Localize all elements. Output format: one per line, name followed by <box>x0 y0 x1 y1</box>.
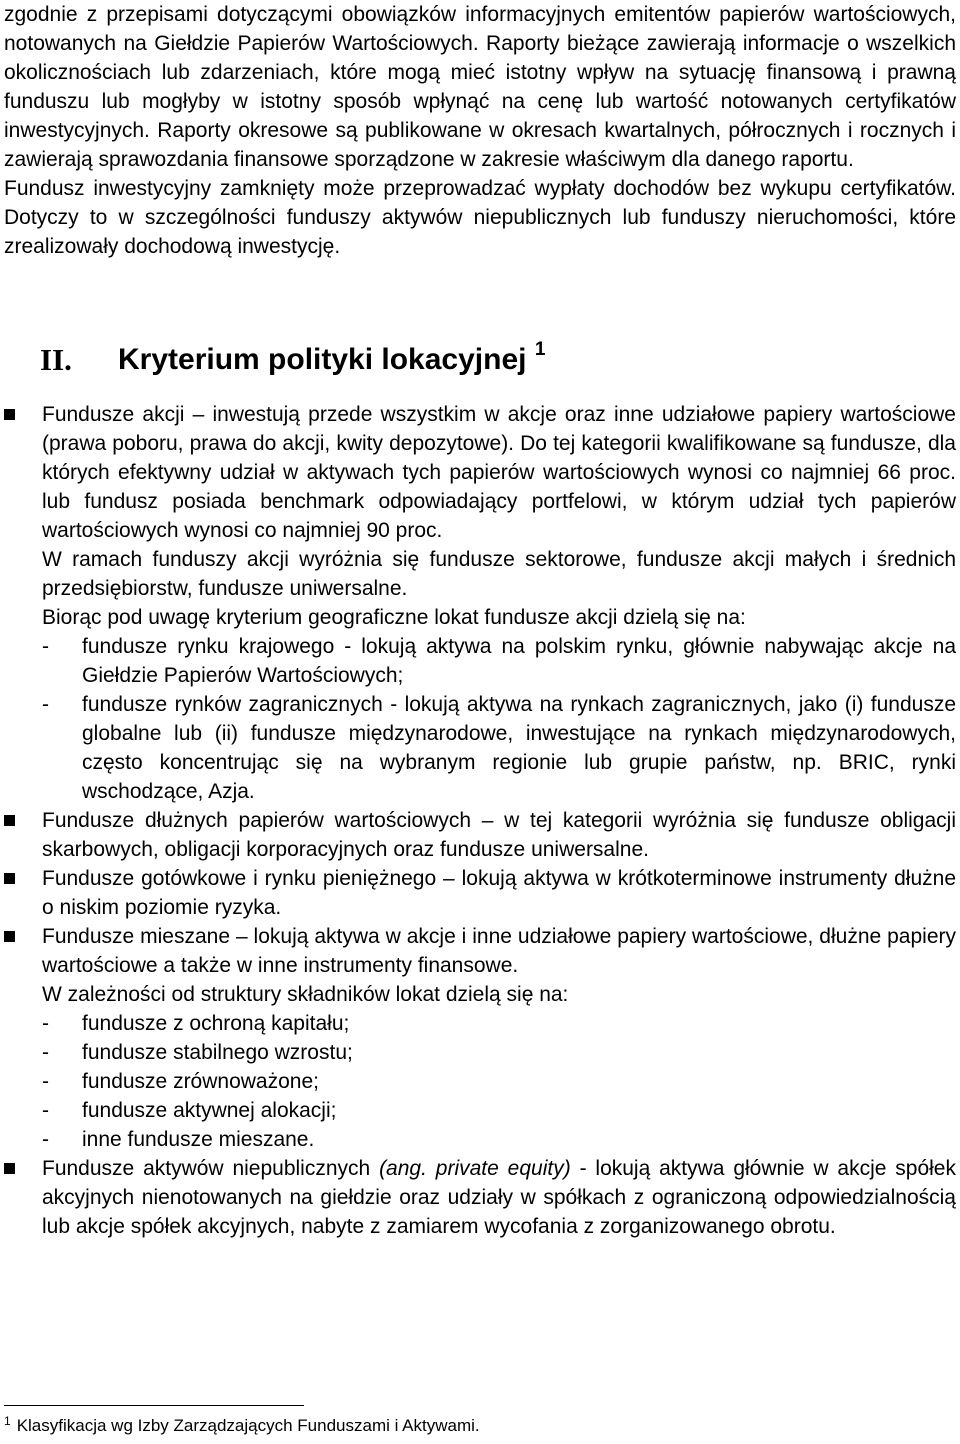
list-item-text: inne fundusze mieszane. <box>82 1128 315 1151</box>
list-item <box>42 1038 956 1067</box>
bullet-equity-funds <box>0 400 956 806</box>
list-item-text: fundusze zrównoważone; <box>82 1070 319 1093</box>
list-item <box>42 632 956 690</box>
section-title <box>118 340 545 380</box>
list-item <box>42 690 956 806</box>
list-item <box>42 1125 956 1154</box>
section-title-text: Kryterium polityki lokacyjnej <box>118 343 527 376</box>
bullet-mixed-funds <box>0 922 956 1154</box>
list-item-text: fundusze rynków zagranicznych - lokują aktywa na rynkach zagranicznych, jako (i) fundusze globalne lub (ii) fundusze międzynarodowe, inwestujące na rynkach międzynarodowych, często koncentrując się na wybranym regionie lub grupie państw, np. BRIC, rynki wschodzące, Azja. <box>82 693 956 803</box>
private-equity-definition <box>42 1154 956 1241</box>
dash-bullet: - <box>42 635 49 658</box>
list-item-text: fundusze rynku krajowego - lokują aktywa na polskim rynku, głównie nabywając akcje na Giełdzie Papierów Wartościowych; <box>82 635 956 687</box>
equity-geographic-intro: Biorąc pod uwagę kryterium geograficzne lokat fundusze akcji dzielą się na: <box>42 606 746 629</box>
bullet-private-equity-funds <box>0 1154 956 1241</box>
square-bullet-icon <box>4 1163 15 1174</box>
list-item <box>42 1067 956 1096</box>
list-item-text: fundusze z ochroną kapitału; <box>82 1012 350 1035</box>
intro-paragraph-reports: zgodnie z przepisami dotyczącymi obowiązków informacyjnych emitentów papierów wartościowych, notowanych na Giełdzie Papierów Wartościowych. Raporty bieżące zawierają informacje o wszelkich okolicznościach lub zdarzeniach, które mogą mieć istotny wpływ na sytuację finansową i prawną funduszu lub mogłyby w istotny sposób wpłynąć na cenę lub wartość notowanych certyfikatów inwestycyjnych. Raporty okresowe są publikowane w okresach kwartalnych, półrocznych i rocznych i zawierają sprawozdania finansowe sporządzone w zakresie właściwym dla danego raportu. <box>4 3 956 171</box>
dash-bullet: - <box>42 1012 49 1035</box>
bullet-cash-funds <box>0 864 956 922</box>
dash-bullet: - <box>42 1099 49 1122</box>
dash-bullet: - <box>42 1128 49 1151</box>
square-bullet-icon <box>4 931 15 942</box>
section-number: II. <box>40 342 72 377</box>
list-item <box>42 1009 956 1038</box>
mixed-definition: Fundusze mieszane – lokują aktywa w akcje i inne udziałowe papiery wartościowe, dłużne papiery wartościowe a także w inne instrumenty finansowe. <box>42 925 956 977</box>
dash-bullet: - <box>42 1041 49 1064</box>
private-equity-description: - lokują aktywa głównie w akcje spółek akcyjnych nienotowanych na giełdzie oraz udziały w spółkach z ograniczoną odpowiedzialnością lub akcje spółek akcyjnych, nabyte z zamiarem wycofania z zorganizowanego obrotu. <box>42 1157 956 1238</box>
footnote-reference: 1 <box>534 339 546 360</box>
list-item-text: fundusze aktywnej alokacji; <box>82 1099 337 1122</box>
private-equity-english-term: (ang. private equity) <box>379 1157 571 1180</box>
fund-category-list <box>0 400 956 1241</box>
footnote-divider <box>4 1405 304 1406</box>
equity-subtypes: W ramach funduszy akcji wyróżnia się fundusze sektorowe, fundusze akcji małych i średnich przedsiębiorstw, fundusze uniwersalne. <box>42 548 956 600</box>
footnote <box>4 1414 480 1438</box>
footnote-number: 1 <box>4 1414 11 1428</box>
dash-bullet: - <box>42 1070 49 1093</box>
private-equity-lead: Fundusze aktywów niepublicznych <box>42 1157 371 1180</box>
cash-definition: Fundusze gotówkowe i rynku pieniężnego – lokują aktywa w krótkoterminowe instrumenty dłużne o niskim poziomie ryzyka. <box>42 867 956 919</box>
bullet-debt-funds <box>0 806 956 864</box>
square-bullet-icon <box>4 815 15 826</box>
square-bullet-icon <box>4 409 15 420</box>
section-heading <box>40 340 545 380</box>
intro-paragraph-payouts: Fundusz inwestycyjny zamknięty może przeprowadzać wypłaty dochodów bez wykupu certyfikatów. Dotyczy to w szczególności funduszy aktywów niepublicznych lub funduszy nieruchomości, które zrealizowały dochodową inwestycję. <box>4 177 956 258</box>
intro-text <box>4 0 956 261</box>
list-item <box>42 1096 956 1125</box>
mixed-structure-intro: W zależności od struktury składników lokat dzielą się na: <box>42 983 569 1006</box>
dash-bullet: - <box>42 693 49 716</box>
footnote-text: Klasyfikacja wg Izby Zarządzających Funduszami i Aktywami. <box>16 1416 480 1435</box>
list-item-text: fundusze stabilnego wzrostu; <box>82 1041 353 1064</box>
debt-definition: Fundusze dłużnych papierów wartościowych – w tej kategorii wyróżnia się fundusze obligacji skarbowych, obligacji korporacyjnych oraz fundusze uniwersalne. <box>42 809 956 861</box>
square-bullet-icon <box>4 873 15 884</box>
equity-definition: Fundusze akcji – inwestują przede wszystkim w akcje oraz inne udziałowe papiery wartościowe (prawa poboru, prawa do akcji, kwity depozytowe). Do tej kategorii kwalifikowane są fundusze, dla których efektywny udział w aktywach tych papierów wartościowych wynosi co najmniej 66 proc. lub fundusz posiada benchmark odpowiadający portfelowi, w którym udział tych papierów wartościowych wynosi co najmniej 90 proc. <box>42 403 956 542</box>
